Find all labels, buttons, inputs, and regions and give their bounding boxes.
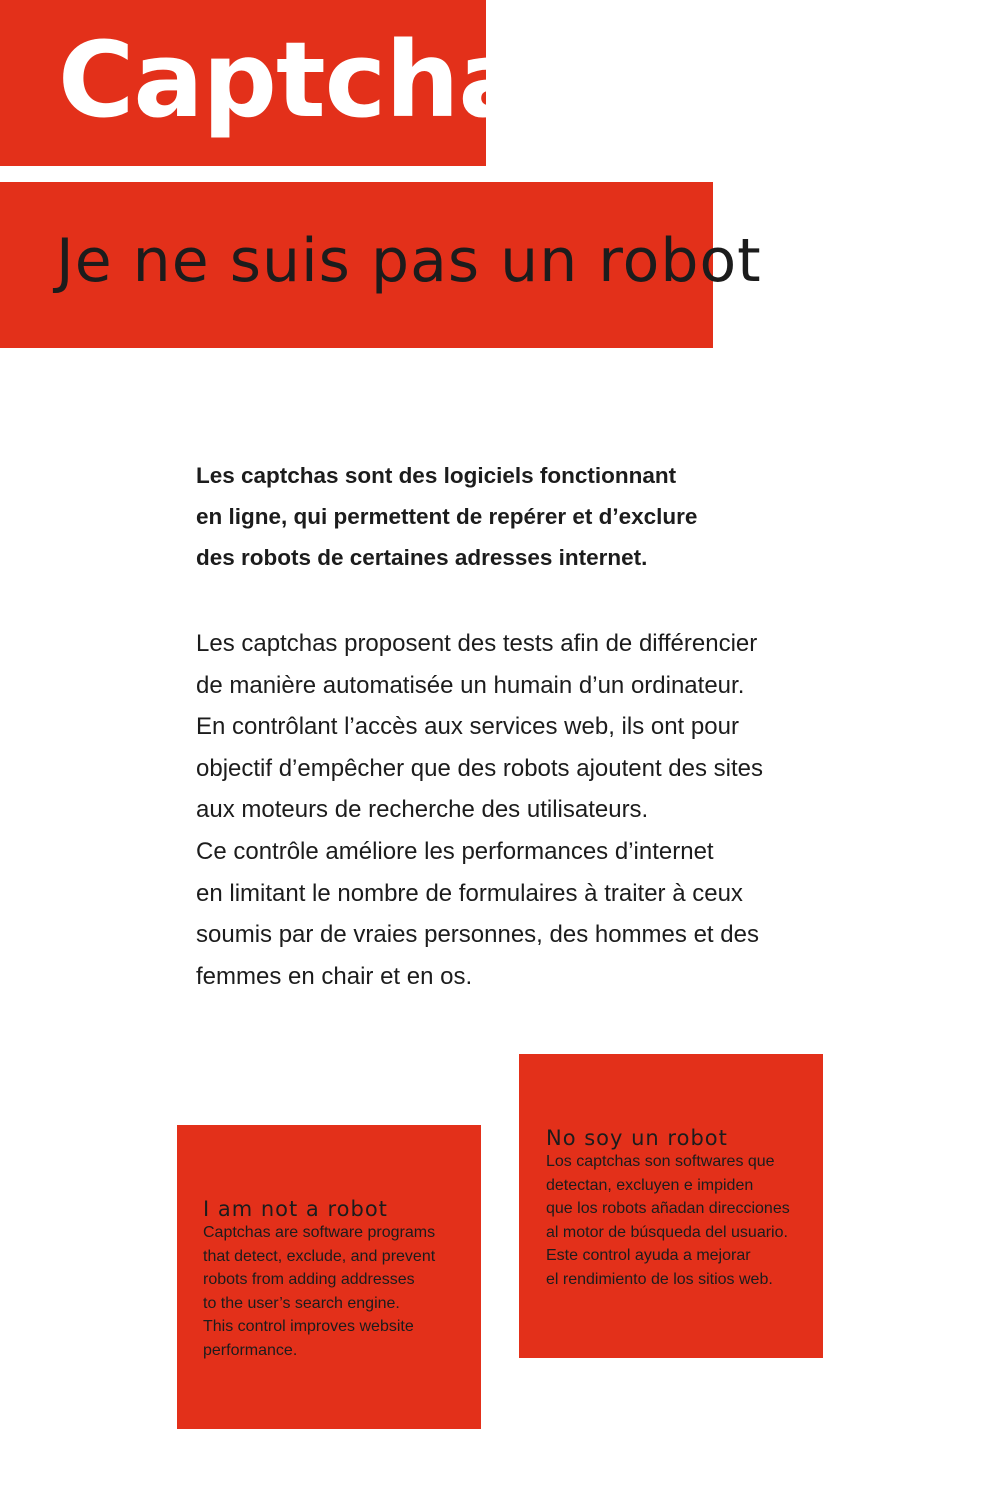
page-subtitle: Je ne suis pas un robot [56, 226, 762, 296]
page-title: Captcha [58, 19, 528, 141]
body-paragraph [196, 623, 856, 997]
body-line: Les captchas proposent des tests afin de différencier [196, 630, 758, 657]
body-line: En contrôlant l’accès aux services web, ils ont pour [196, 713, 739, 741]
spanish-card-line: que los robots añadan direcciones [546, 1200, 790, 1217]
body-line: femmes en chair et en os. [196, 962, 473, 990]
body-line: de manière automatisée un humain d’un ordinateur. [196, 671, 745, 699]
spanish-card-line: Este control ayuda a mejorar [546, 1247, 751, 1264]
lead-paragraph [196, 455, 836, 578]
body-line: soumis par de vraies personnes, des hommes et des [196, 921, 759, 949]
english-card-text [203, 1221, 435, 1362]
english-card-line: that detect, exclude, and prevent [203, 1247, 436, 1265]
english-card-title: I am not a robot [203, 1197, 388, 1221]
spanish-card-line: Los captchas son softwares que [546, 1153, 775, 1170]
subtitle-banner [0, 182, 762, 348]
lead-line: en ligne, qui permettent de repérer et d’exclure [196, 504, 698, 529]
spanish-card-line: detectan, excluyen e impiden [546, 1176, 754, 1194]
spanish-card-line: al motor de búsqueda del usuario. [546, 1223, 788, 1241]
spanish-card-text [546, 1150, 790, 1291]
body-line: Ce contrôle améliore les performances d’internet [196, 837, 714, 865]
english-card [177, 1125, 481, 1429]
english-card-line: to the user’s search engine. [203, 1294, 400, 1312]
body-line: en limitant le nombre de formulaires à traiter à ceux [196, 879, 743, 907]
english-card-line: performance. [203, 1341, 298, 1359]
english-card-line: robots from adding addresses [203, 1271, 415, 1288]
spanish-card-line: el rendimiento de los sitios web. [546, 1270, 773, 1288]
lead-line: des robots de certaines adresses internet. [196, 545, 648, 570]
english-card-line: This control improves website [203, 1318, 414, 1335]
body-line: objectif d’empêcher que des robots ajoutent des sites [196, 754, 764, 782]
spanish-card [519, 1054, 823, 1358]
title-banner [0, 0, 528, 166]
body-line: aux moteurs de recherche des utilisateurs. [196, 796, 649, 824]
spanish-card-title: No soy un robot [546, 1126, 728, 1150]
lead-line: Les captchas sont des logiciels fonctionnant [196, 463, 677, 488]
english-card-line: Captchas are software programs [203, 1224, 436, 1241]
